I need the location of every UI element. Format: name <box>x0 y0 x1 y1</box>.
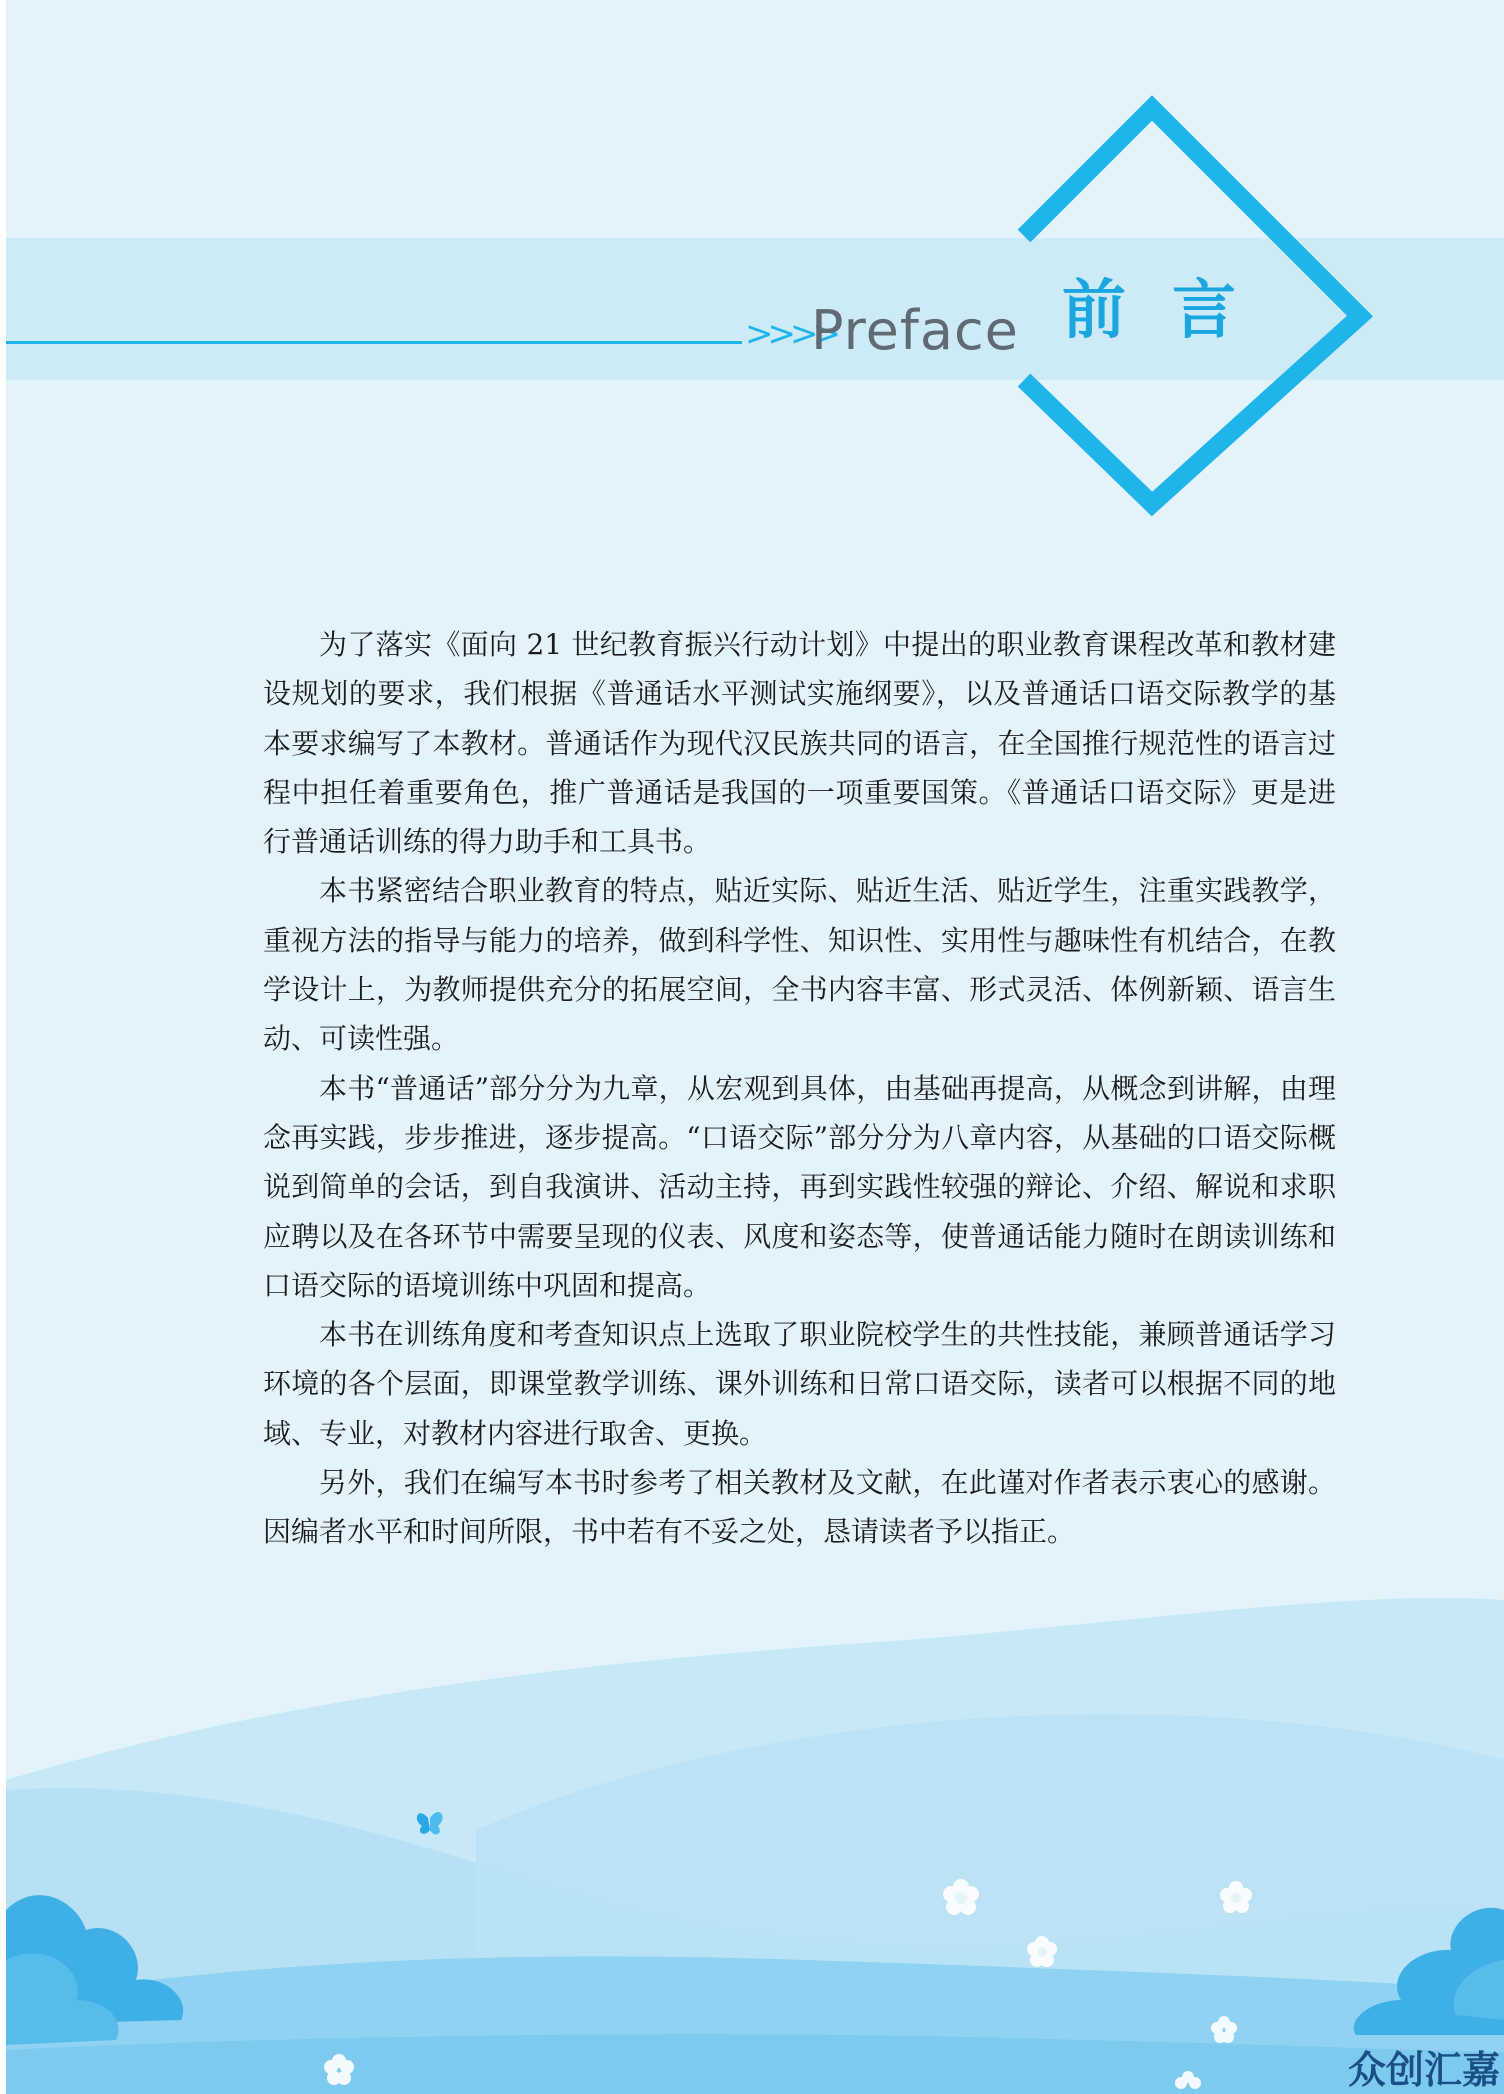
hills-landscape <box>6 1580 1504 2094</box>
english-title: Preface <box>811 299 1019 362</box>
paragraph: 为了落实《面向 21 世纪教育振兴行动计划》中提出的职业教育课程改革和教材建设规划的要求，我们根据《普通话水平测试实施纲要》，以及普通话口语交际教学的基本要求编写了本教材。普通话作为现代汉民族共同的语言，在全国推行规范性的语言过程中担任着重要角色，推广普通话是我国的一项重要国策。《普通话口语交际》更是进行普通话训练的得力助手和工具书。 <box>263 628 1336 859</box>
preface-body <box>263 620 1336 1557</box>
header-line <box>6 341 742 344</box>
chevron-arrows-icon: >>>> <box>745 314 835 354</box>
paragraph: 本书在训练角度和考查知识点上选取了职业院校学生的共性技能，兼顾普通话学习环境的各个层面，即课堂教学训练、课外训练和日常口语交际，读者可以根据不同的地域、专业，对教材内容进行取舍、更换。 <box>263 1318 1336 1450</box>
preface-page <box>6 0 1504 2094</box>
paragraph: 本书“普通话”部分分为九章，从宏观到具体，由基础再提高，从概念到讲解，由理念再实践，步步推进，逐步提高。“口语交际”部分分为八章内容，从基础的口语交际概说到简单的会话，到自我演讲、活动主持，再到实践性较强的辩论、介绍、解说和求职应聘以及在各环节中需要呈现的仪表、风度和姿态等，使普通话能力随时在朗读训练和口语交际的语境训练中巩固和提高。 <box>263 1071 1336 1302</box>
paragraph: 另外，我们在编写本书时参考了相关教材及文献，在此谨对作者表示衷心的感谢。因编者水平和时间所限，书中若有不妥之处，恳请读者予以指正。 <box>263 1466 1336 1549</box>
paragraph: 本书紧密结合职业教育的特点，贴近实际、贴近生活、贴近学生，注重实践教学，重视方法的指导与能力的培养，做到科学性、知识性、实用性与趣味性有机结合，在教学设计上，为教师提供充分的拓展空间，全书内容丰富、形式灵活、体例新颖、语言生动、可读性强。 <box>263 874 1336 1056</box>
diamond-frame <box>6 0 1504 540</box>
watermark: 众创汇嘉 <box>1347 2048 1500 2092</box>
page-title: 前言 <box>1062 274 1282 348</box>
